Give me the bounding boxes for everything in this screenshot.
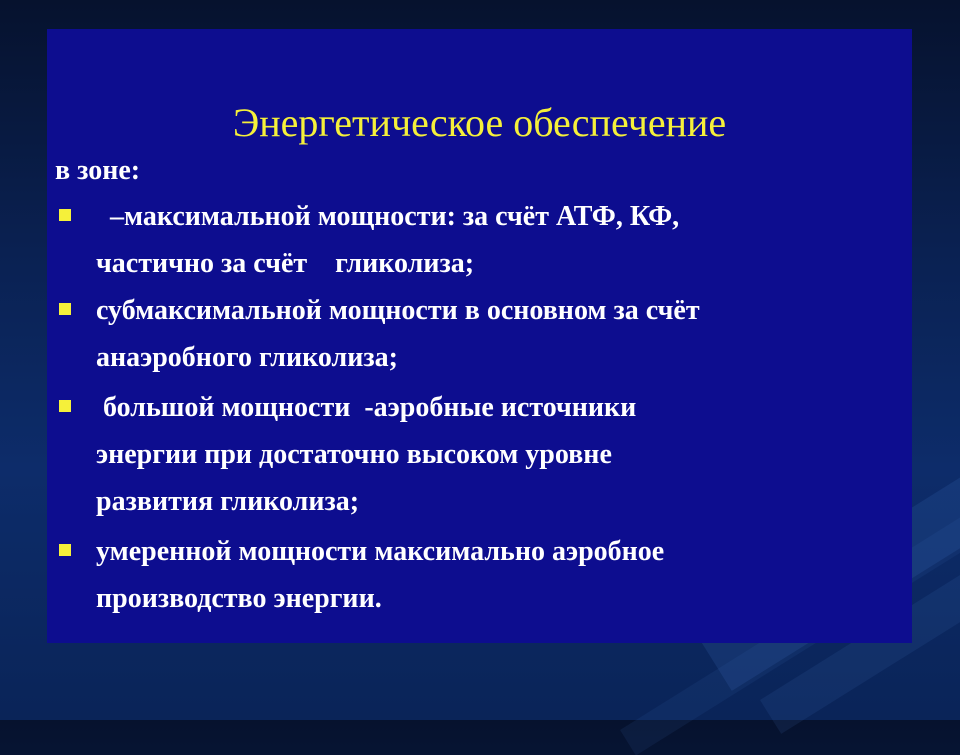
bullet-line: умеренной мощности максимально аэробное xyxy=(96,536,665,567)
square-bullet-icon xyxy=(59,209,71,221)
bullet-line: большой мощности -аэробные источники xyxy=(96,392,637,423)
bullet-line: развития гликолиза; xyxy=(96,486,360,517)
slide-title: Энергетическое обеспечение xyxy=(232,100,727,145)
square-bullet-icon xyxy=(59,400,71,412)
square-bullet-icon xyxy=(59,303,71,315)
bullet-line: субмаксимальной мощности в основном за счёт xyxy=(96,295,700,326)
intro-text: в зоне: xyxy=(55,155,141,186)
bullet-line: энергии при достаточно высоком уровне xyxy=(96,439,612,470)
bullet-line: производство энергии. xyxy=(96,583,382,614)
square-bullet-icon xyxy=(59,544,71,556)
bullet-text xyxy=(96,384,886,525)
bullet-line: анаэробного гликолиза; xyxy=(96,342,398,373)
bullet-text xyxy=(96,193,886,287)
bullet-line: частично за счёт гликолиза; xyxy=(96,248,475,279)
bullet-line: –максимальной мощности: за счёт АТФ, КФ, xyxy=(96,201,680,232)
bullet-text xyxy=(96,528,886,622)
slide-panel xyxy=(47,29,912,643)
bullet-text xyxy=(96,287,886,381)
